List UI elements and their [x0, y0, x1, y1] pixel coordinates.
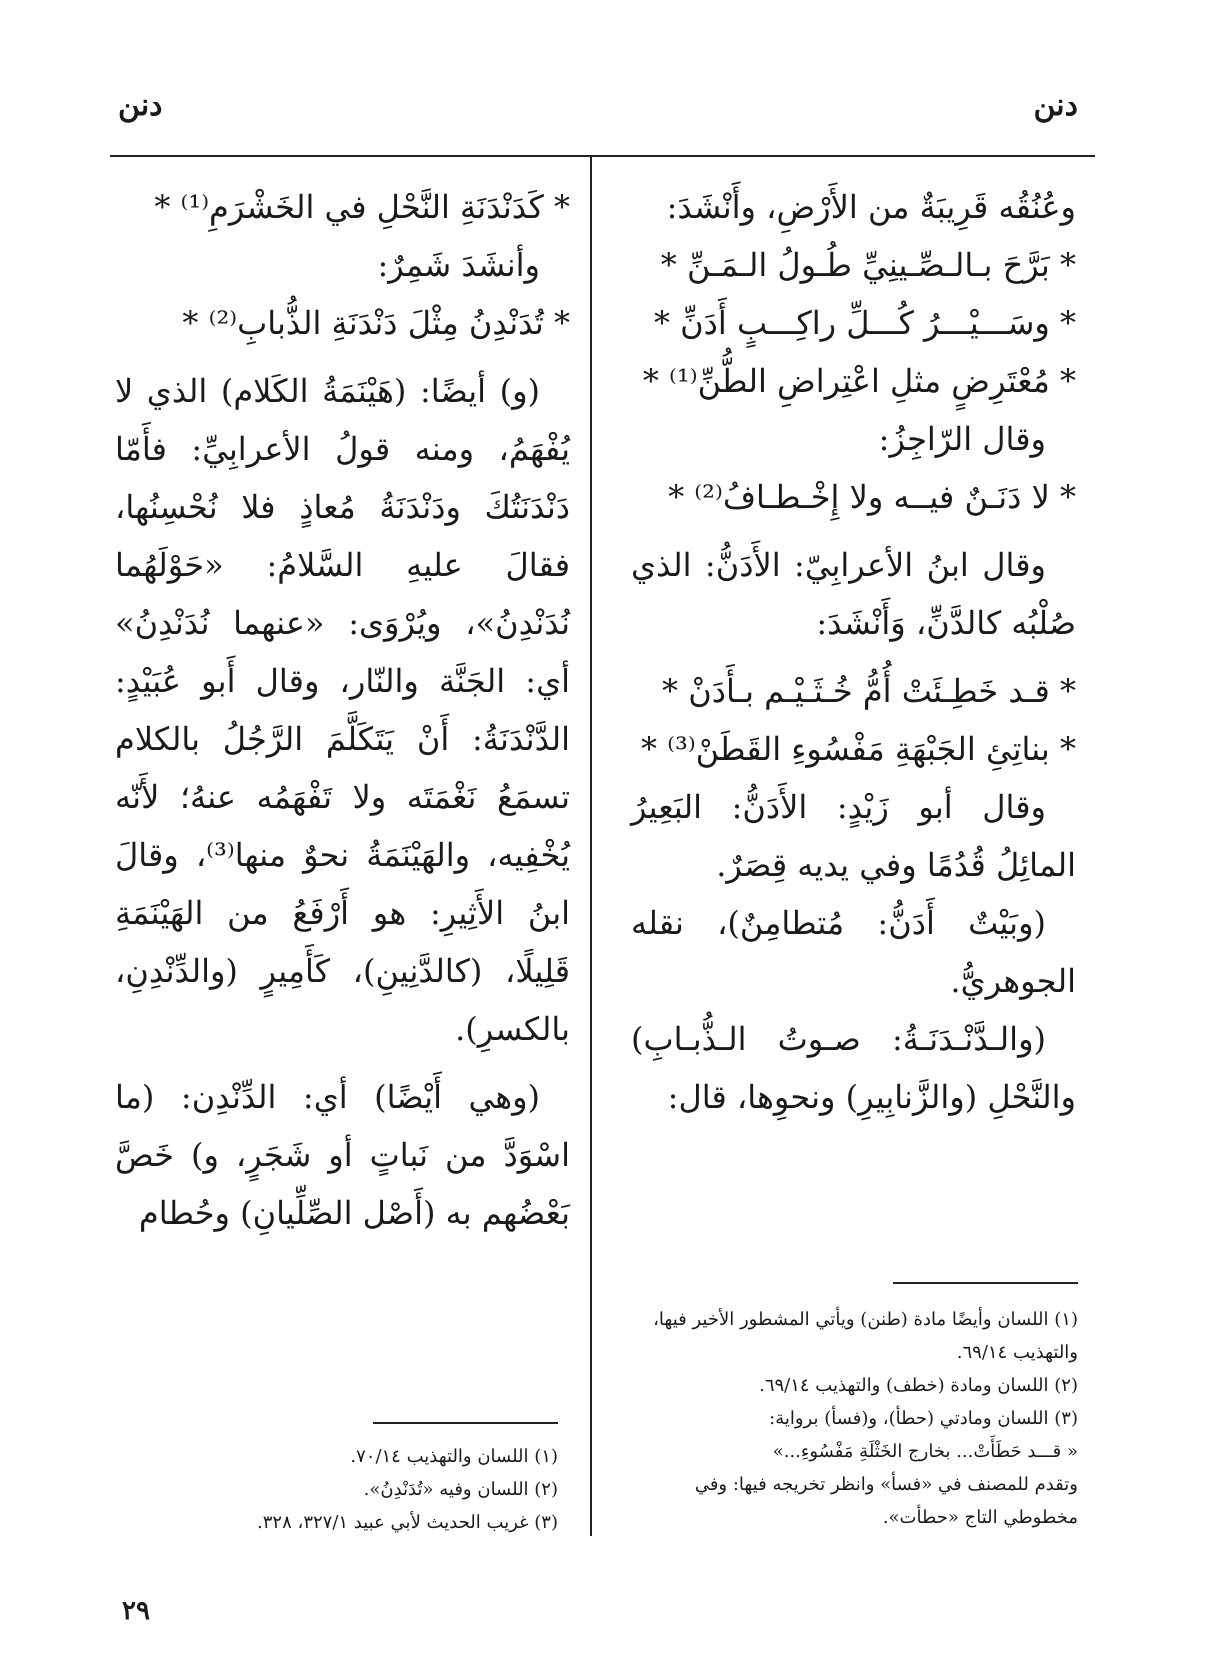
- verse-line: * وسَـــيْـــرُ كُـــلِّ راكِـــبٍ أَدَنِّ *: [653, 304, 1076, 342]
- verse-line: * لا دَنَـنٌ فيــه ولا إِخْـطـافُ⁽²⁾ *: [668, 478, 1076, 516]
- column-divider: [590, 156, 592, 1536]
- verse-line: * كَدَنْدَنَةِ النَّحْلِ في الخَشْرَمِ⁽¹⁾ *: [154, 188, 570, 226]
- page-number: ٢٩: [122, 1596, 150, 1626]
- footnote-rule-left: [373, 1422, 558, 1424]
- footnote: (٢) اللسان ومادة (خطف) والتهذيب ٦٩/١٤.: [759, 1375, 1078, 1396]
- footnote-rule-right: [893, 1282, 1078, 1284]
- text-paragraph: (والـدَّنْـدَنَـةُ: صـوتُ الـذُّبـابِ) والنَّحْلِ (والزَّنابِيرِ) ونحوِها، قال:: [631, 1020, 1076, 1116]
- header-right-word: دنن: [1033, 88, 1078, 123]
- verse-line: * تُدَنْدِنُ مِثْلَ دَنْدَنَةِ الذُّبابِ⁽²⁾ *: [182, 304, 570, 342]
- text-line: وقال الرّاجِزُ:: [878, 420, 1046, 458]
- verse-line: * قـد خَطِـئَتْ أُمُّ خُـثَـيْـم بـأَدَنْ *: [662, 672, 1076, 710]
- text-paragraph: (وبَيْتٌ أَدَنُّ: مُتطامِنٌ)، نقله الجوهريُّ.: [631, 904, 1076, 1000]
- footnote: (١) اللسان والتهذيب ٧٠/١٤.: [350, 1446, 558, 1467]
- text-paragraph: (و) أيضًا: (هَيْنَمَةُ الكَلام) الذي لا يُفْهَمُ، ومنه قولُ الأعرابِيِّ: فأَمّا دَنْدَنَتُكَ ودَنْدَنَةُ مُعاذٍ فلا نُحْسِنُها، فقالَ عليهِ السَّلامُ: «حَوْلَهُما نُدَنْدِنُ»، ويُرْوَى: «عنهما نُدَنْدِنُ» أي: الجَنَّة والنّار، وقال أَبو عُبَيْدٍ: الدَّنْدَنَةُ: أَنْ يَتَكَلَّمَ الرَّجُلُ بالكلام تسمَعُ نَغْمَتَه ولا تَفْهَمُه عنهُ؛ لأَنّه يُخْفِيه، والهَيْنَمَةُ نحوٌ منها⁽³⁾، وقالَ ابنُ الأَثِيرِ: هو أَرْفَعُ من الهَيْنَمَةِ قَلِيلًا، (كالدَّنِينِ)، كَأَمِيرٍ (والدِّنْدِنِ، بالكسرِ).: [115, 372, 571, 1048]
- left-column: [115, 178, 570, 1242]
- footnote: (٣) غريب الحديث لأبي عبيد ٣٢٧/١، ٣٢٨.: [257, 1512, 558, 1533]
- text-line: وعُنُقُه قَرِيبَةٌ من الأَرْضِ، وأَنْشَدَ:: [666, 188, 1076, 226]
- text-paragraph: وقال ابنُ الأعرابِيّ: الأَدَنُّ: الذي صُلْبُه كالدَّنِّ، وَأَنْشَدَ:: [631, 546, 1076, 642]
- verse-line: * بَرَّحَ بـالـصِّـينِيِّ طُـولُ الـمَـنِّ *: [660, 246, 1076, 284]
- verse-line: * مُعْتَرِضٍ مثلِ اعْتِراضِ الطُّنِّ⁽¹⁾ *: [642, 362, 1076, 400]
- header-left-word: دنن: [118, 88, 163, 123]
- footnote: وتقدم للمصنف في «فسأ» وانظر تخريجه فيها: وفي مخطوطي التاج «حطأت».: [694, 1474, 1078, 1528]
- footnote: (٢) اللسان وفيه «تُدَنْدِنُ».: [363, 1479, 558, 1500]
- text-paragraph: (وهي أَيْضًا) أي: الدِّنْدِن: (ما اسْوَدَّ من نَباتٍ أو شَجَرٍ، و) خَصَّ بَعْضُهم به (أَصْل الصِّلِّيانِ) وحُطام: [115, 1078, 570, 1232]
- right-column: [631, 178, 1076, 1126]
- footnote: (٣) اللسان ومادتي (حطأ)، و(فسأ) برواية:: [769, 1408, 1078, 1429]
- footnote: (١) اللسان وأيضًا مادة (طنن) ويأتي المشطور الأخير فيها، والتهذيب ٦٩/١٤.: [653, 1309, 1078, 1363]
- verse-line: * بناتِئِ الجَبْهَةِ مَفْسُوءِ القَطَنْ⁽³⁾ *: [640, 730, 1076, 768]
- text-line: وأنشَدَ شَمِرٌ:: [377, 246, 540, 284]
- footnotes-left: [113, 1440, 558, 1539]
- footnote-verse: « قـــد حَطَأَتْ... بخارج الخَثْلَةِ مَفْسُوءِ...»: [772, 1441, 1078, 1462]
- footnotes-right: [633, 1303, 1078, 1534]
- header-rule: [110, 155, 1095, 157]
- text-paragraph: وقال أبو زَيْدٍ: الأَدَنُّ: البَعِيرُ المائِلُ قُدُمًا وفي يديه قِصَرٌ.: [631, 788, 1076, 884]
